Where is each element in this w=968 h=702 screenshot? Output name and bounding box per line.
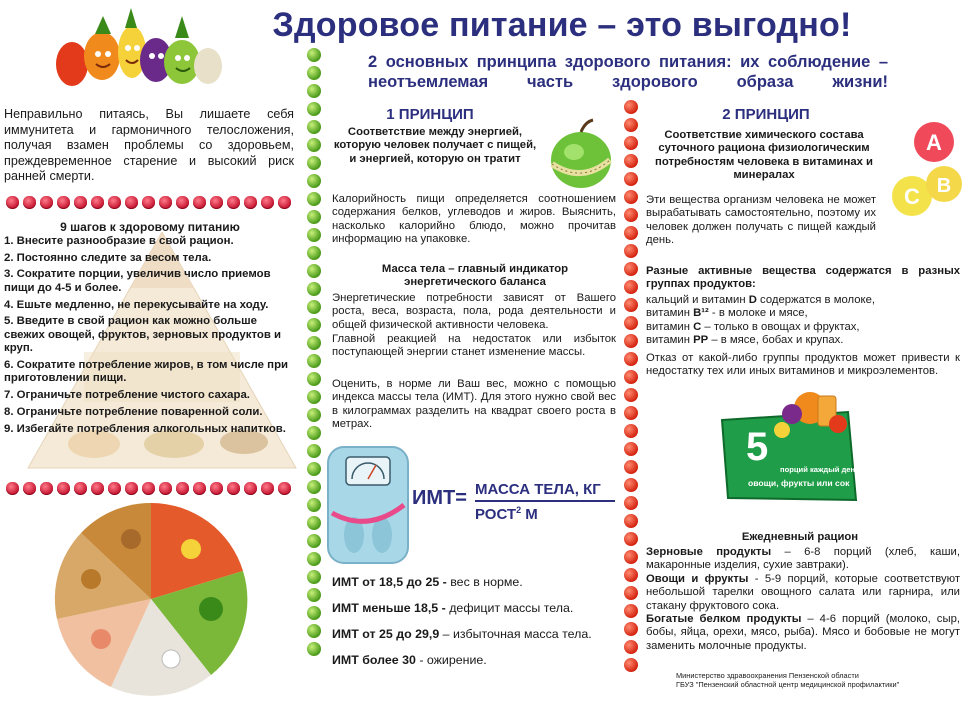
berry-icon xyxy=(125,482,138,495)
step-item: 6. Сократите потребление жиров, в том числе при приготовлении пищи. xyxy=(4,358,289,385)
apple-divider-left xyxy=(307,48,321,656)
mass-heading: Масса тела – главный индикатор энергетического баланса xyxy=(381,263,569,289)
vitamin-pre: кальций и витамин xyxy=(646,294,749,306)
berry-icon xyxy=(261,196,274,209)
bmi-text: вес в норме. xyxy=(446,575,523,589)
vegetable-characters-illustration xyxy=(40,4,230,100)
tomato-icon xyxy=(624,172,638,186)
bmi-range: ИМТ от 18,5 до 25 - xyxy=(332,575,447,589)
tomato-icon xyxy=(624,136,638,150)
apple-icon xyxy=(307,498,321,512)
apple-icon xyxy=(307,210,321,224)
berry-divider-top xyxy=(6,196,296,210)
tomato-icon xyxy=(624,352,638,366)
tomato-icon xyxy=(624,586,638,600)
bmi-formula-numerator: МАССА ТЕЛА, КГ xyxy=(475,481,615,502)
berry-icon xyxy=(6,196,19,209)
tomato-icon xyxy=(624,262,638,276)
apple-icon xyxy=(307,138,321,152)
vitamin-item xyxy=(646,294,960,307)
apple-icon xyxy=(307,480,321,494)
tomato-icon xyxy=(624,442,638,456)
berry-icon xyxy=(57,482,70,495)
apple-measuring-tape-icon xyxy=(542,118,620,194)
bmi-formula-lhs: ИМТ= xyxy=(412,487,467,509)
page-title: Здоровое питание – это выгодно! xyxy=(272,6,852,44)
vitamin-item xyxy=(646,321,960,334)
vitamin-list xyxy=(646,294,960,348)
tomato-icon xyxy=(624,226,638,240)
vitamin-post: – только в овощах и фруктах, xyxy=(701,320,860,333)
apple-icon xyxy=(307,516,321,530)
berry-icon xyxy=(210,482,223,495)
daily-heading: Ежедневный рацион xyxy=(741,531,859,543)
vitamin-name: В¹² xyxy=(693,307,709,320)
tomato-icon xyxy=(624,478,638,492)
tomato-icon xyxy=(624,154,638,168)
tomato-divider xyxy=(624,100,638,672)
vitamin-pre: витамин xyxy=(646,307,694,320)
tomato-icon xyxy=(624,568,638,582)
tomato-icon xyxy=(624,622,638,636)
step-item: 7. Ограничьте потребление чистого сахара. xyxy=(4,389,250,402)
badge-number: 5 xyxy=(746,425,769,469)
apple-icon xyxy=(307,624,321,638)
bmi-formula-denominator xyxy=(475,505,538,523)
apple-icon xyxy=(307,66,321,80)
footer-line2: ГБУЗ "Пензенский областной центр медицинской профилактики" xyxy=(676,680,900,689)
step-item: 3. Сократите порции, увеличив число приемов пищи до 4-5 и более. xyxy=(4,268,271,294)
principle2-text2: Отказ от какой-либо группы продуктов может привести к недостатку тех или иных витаминов и микроэлементов. xyxy=(646,352,960,378)
daily-list xyxy=(646,546,960,653)
tomato-icon xyxy=(624,370,638,384)
berry-divider-bottom xyxy=(6,482,296,496)
apple-icon xyxy=(307,336,321,350)
tomato-icon xyxy=(624,550,638,564)
tomato-icon xyxy=(624,532,638,546)
daily-label: Богатые белком продукты xyxy=(646,613,802,626)
subtitle: 2 основных принципа здорового питания: их соблюдение – неотъемлемая часть здорового образа жизни! xyxy=(368,53,888,91)
apple-icon xyxy=(307,84,321,98)
tomato-icon xyxy=(624,118,638,132)
berry-icon xyxy=(261,482,274,495)
badge-line2: овощи, фрукты или сок xyxy=(748,478,850,488)
bmi-item-obesity xyxy=(332,653,622,667)
berry-icon xyxy=(23,196,36,209)
footer xyxy=(676,671,956,689)
bmi-formula-power: 2 xyxy=(516,505,522,515)
daily-item xyxy=(646,613,960,653)
principle1-text2: Энергетические потребности зависят от Вашего роста, веса, возраста, пола, рода деятельности и общей физической активности человека. xyxy=(332,292,616,331)
apple-icon xyxy=(307,642,321,656)
berry-icon xyxy=(108,482,121,495)
tomato-icon xyxy=(624,514,638,528)
vitamin-item xyxy=(646,334,960,347)
berry-icon xyxy=(125,196,138,209)
apple-icon xyxy=(307,300,321,314)
apple-icon xyxy=(307,282,321,296)
apple-icon xyxy=(307,588,321,602)
tomato-icon xyxy=(624,604,638,618)
tomato-icon xyxy=(624,424,638,438)
apple-icon xyxy=(307,156,321,170)
apple-icon xyxy=(307,228,321,242)
berry-icon xyxy=(193,482,206,495)
tomato-icon xyxy=(624,280,638,294)
apple-icon xyxy=(307,318,321,332)
vitamin-post: содержатся в молоке, xyxy=(756,294,875,306)
berry-icon xyxy=(91,482,104,495)
apple-icon xyxy=(307,426,321,440)
apple-icon xyxy=(307,444,321,458)
apple-icon xyxy=(307,552,321,566)
step-item: 9. Избегайте потребления алкогольных напитков. xyxy=(4,422,286,435)
berry-icon xyxy=(193,196,206,209)
principle1-text4: Оценить, в норме ли Ваш вес, можно с помощью индекса массы тела (ИМТ). Для этого нужно свой вес в килограммах разделить на квадрат своего роста в метрах. xyxy=(332,378,616,431)
intro-text: Неправильно питаясь, Вы лишаете себя иммунитета и гармоничного телосложения, получая взамен проблемы со здоровьем, преждевременное старение и высокий риск ранней смерти. xyxy=(4,107,294,184)
tomato-icon xyxy=(624,208,638,222)
apple-icon xyxy=(307,48,321,62)
tomato-icon xyxy=(624,100,638,114)
principle2-subheading: Соответствие химического состава суточного рациона физиологическим потребностям человека в витаминах и минералах xyxy=(655,129,873,182)
tomato-icon xyxy=(624,388,638,402)
steps-title: 9 шагов к здоровому питанию xyxy=(60,220,240,234)
tomato-icon xyxy=(624,244,638,258)
berry-icon xyxy=(74,482,87,495)
apple-icon xyxy=(307,408,321,422)
tomato-icon xyxy=(624,190,638,204)
apple-icon xyxy=(307,246,321,260)
bmi-range: ИМТ меньше 18,5 - xyxy=(332,601,446,615)
bmi-text: дефицит массы тела. xyxy=(445,601,574,615)
vitamin-name: С xyxy=(693,320,702,333)
berry-icon xyxy=(278,196,291,209)
vitamin-post: - в молоке и мясе, xyxy=(708,307,808,320)
berry-icon xyxy=(227,482,240,495)
berry-icon xyxy=(278,482,291,495)
apple-icon xyxy=(307,192,321,206)
vitamin-balls-icon xyxy=(888,118,966,222)
daily-label: Зерновые продукты xyxy=(646,546,772,558)
daily-text: – 6-8 порций (хлеб, каши, макаронные изделия, сухие завтраки). xyxy=(646,546,960,572)
tomato-icon xyxy=(624,460,638,474)
apple-icon xyxy=(307,102,321,116)
apple-icon xyxy=(307,390,321,404)
daily-label: Овощи и фрукты xyxy=(646,572,749,585)
principle1-text3: Главной реакцией на недостаток или избыток поступающей энергии станет изменение массы. xyxy=(332,333,616,359)
bmi-text: – избыточная масса тела. xyxy=(439,627,592,641)
apple-icon xyxy=(307,120,321,134)
daily-item xyxy=(646,573,960,613)
bmi-formula-denominator-text: РОСТ xyxy=(475,506,517,523)
step-item: 8. Ограничьте потребление поваренной соли. xyxy=(4,405,263,418)
vitamin-letter: B xyxy=(936,175,952,197)
tomato-icon xyxy=(624,406,638,420)
apple-icon xyxy=(307,372,321,386)
apple-icon xyxy=(307,174,321,188)
groups-heading: Разные активные вещества содержатся в разных группах продуктов: xyxy=(646,265,960,291)
daily-text: - 5-9 порций, которые соответствуют небольшой тарелки овощного салата или гарнира, или стакану фруктового сока. xyxy=(646,572,960,612)
badge-line1: порций каждый день xyxy=(780,465,860,474)
vitamin-letter: C xyxy=(904,184,920,209)
berry-icon xyxy=(23,482,36,495)
berry-icon xyxy=(108,196,121,209)
bmi-item-overweight xyxy=(332,627,622,641)
principle1-heading: 1 ПРИНЦИП xyxy=(386,106,474,123)
apple-icon xyxy=(307,462,321,476)
vitamin-name: РР xyxy=(693,334,709,347)
berry-icon xyxy=(142,196,155,209)
bathroom-scale-icon xyxy=(324,443,412,567)
footer-line1: Министерство здравоохранения Пензенской области xyxy=(676,671,859,680)
apple-icon xyxy=(307,264,321,278)
vitamin-post: – в мясе, бобах и крупах. xyxy=(708,334,844,347)
step-item: 2. Постоянно следите за весом тела. xyxy=(4,251,212,264)
berry-icon xyxy=(142,482,155,495)
berry-icon xyxy=(159,482,172,495)
tomato-icon xyxy=(624,334,638,348)
apple-icon xyxy=(307,570,321,584)
step-item: 5. Введите в свой рацион как можно больше свежих овощей, фруктов, зерновых продуктов и круп. xyxy=(4,315,282,355)
berry-icon xyxy=(91,196,104,209)
berry-icon xyxy=(210,196,223,209)
bmi-text: - ожирение. xyxy=(415,653,487,667)
bmi-item-deficit xyxy=(332,601,622,615)
berry-icon xyxy=(244,482,257,495)
berry-icon xyxy=(176,196,189,209)
tomato-icon xyxy=(624,298,638,312)
tomato-icon xyxy=(624,640,638,654)
apple-icon xyxy=(307,534,321,548)
berry-icon xyxy=(159,196,172,209)
tomato-icon xyxy=(624,658,638,672)
vitamin-pre: витамин xyxy=(646,320,694,333)
apple-icon xyxy=(307,606,321,620)
tomato-icon xyxy=(624,316,638,330)
berry-icon xyxy=(244,196,257,209)
berry-icon xyxy=(6,482,19,495)
step-item: 4. Ешьте медленно, не перекусывайте на ходу. xyxy=(4,298,269,311)
principle2-text1: Эти вещества организм человека не может вырабатывать самостоятельно, поэтому их человек должен получать с пищей каждый день. xyxy=(646,194,876,247)
steps-list xyxy=(4,235,296,439)
principle1-subheading: Соответствие между энергией, которую человек получает с пищей, и энергией, которую он тратит xyxy=(333,126,537,165)
vitamin-letter: A xyxy=(926,130,942,155)
food-wheel-illustration xyxy=(8,500,294,698)
bmi-item-normal xyxy=(332,575,622,589)
daily-text: – 4-6 порций (молоко, сыр, бобы, яйца, орехи, мясо, рыба). Мясо и бобовые не могут заменить молочные продукты. xyxy=(646,613,960,652)
principle1-text1: Калорийность пищи определяется соотношением содержания белков, углеводов и жиров. Выяснить, насколько калорийно блюдо, можно прочитав информацию на упаковке. xyxy=(332,193,616,246)
apple-icon xyxy=(307,354,321,368)
berry-icon xyxy=(40,196,53,209)
bmi-formula-unit: М xyxy=(521,506,538,523)
berry-icon xyxy=(227,196,240,209)
vitamin-pre: витамин xyxy=(646,334,694,347)
step-item: 1. Внесите разнообразие в свой рацион. xyxy=(4,235,234,247)
berry-icon xyxy=(74,196,87,209)
berry-icon xyxy=(57,196,70,209)
berry-icon xyxy=(176,482,189,495)
tomato-icon xyxy=(624,496,638,510)
vitamin-name: D xyxy=(748,294,757,306)
five-a-day-badge xyxy=(718,390,860,506)
daily-item xyxy=(646,546,960,573)
berry-icon xyxy=(40,482,53,495)
bmi-range: ИМТ более 30 xyxy=(332,653,416,667)
bmi-range: ИМТ от 25 до 29,9 xyxy=(332,627,440,641)
principle2-heading: 2 ПРИНЦИП xyxy=(722,106,810,123)
vitamin-item xyxy=(646,307,960,320)
